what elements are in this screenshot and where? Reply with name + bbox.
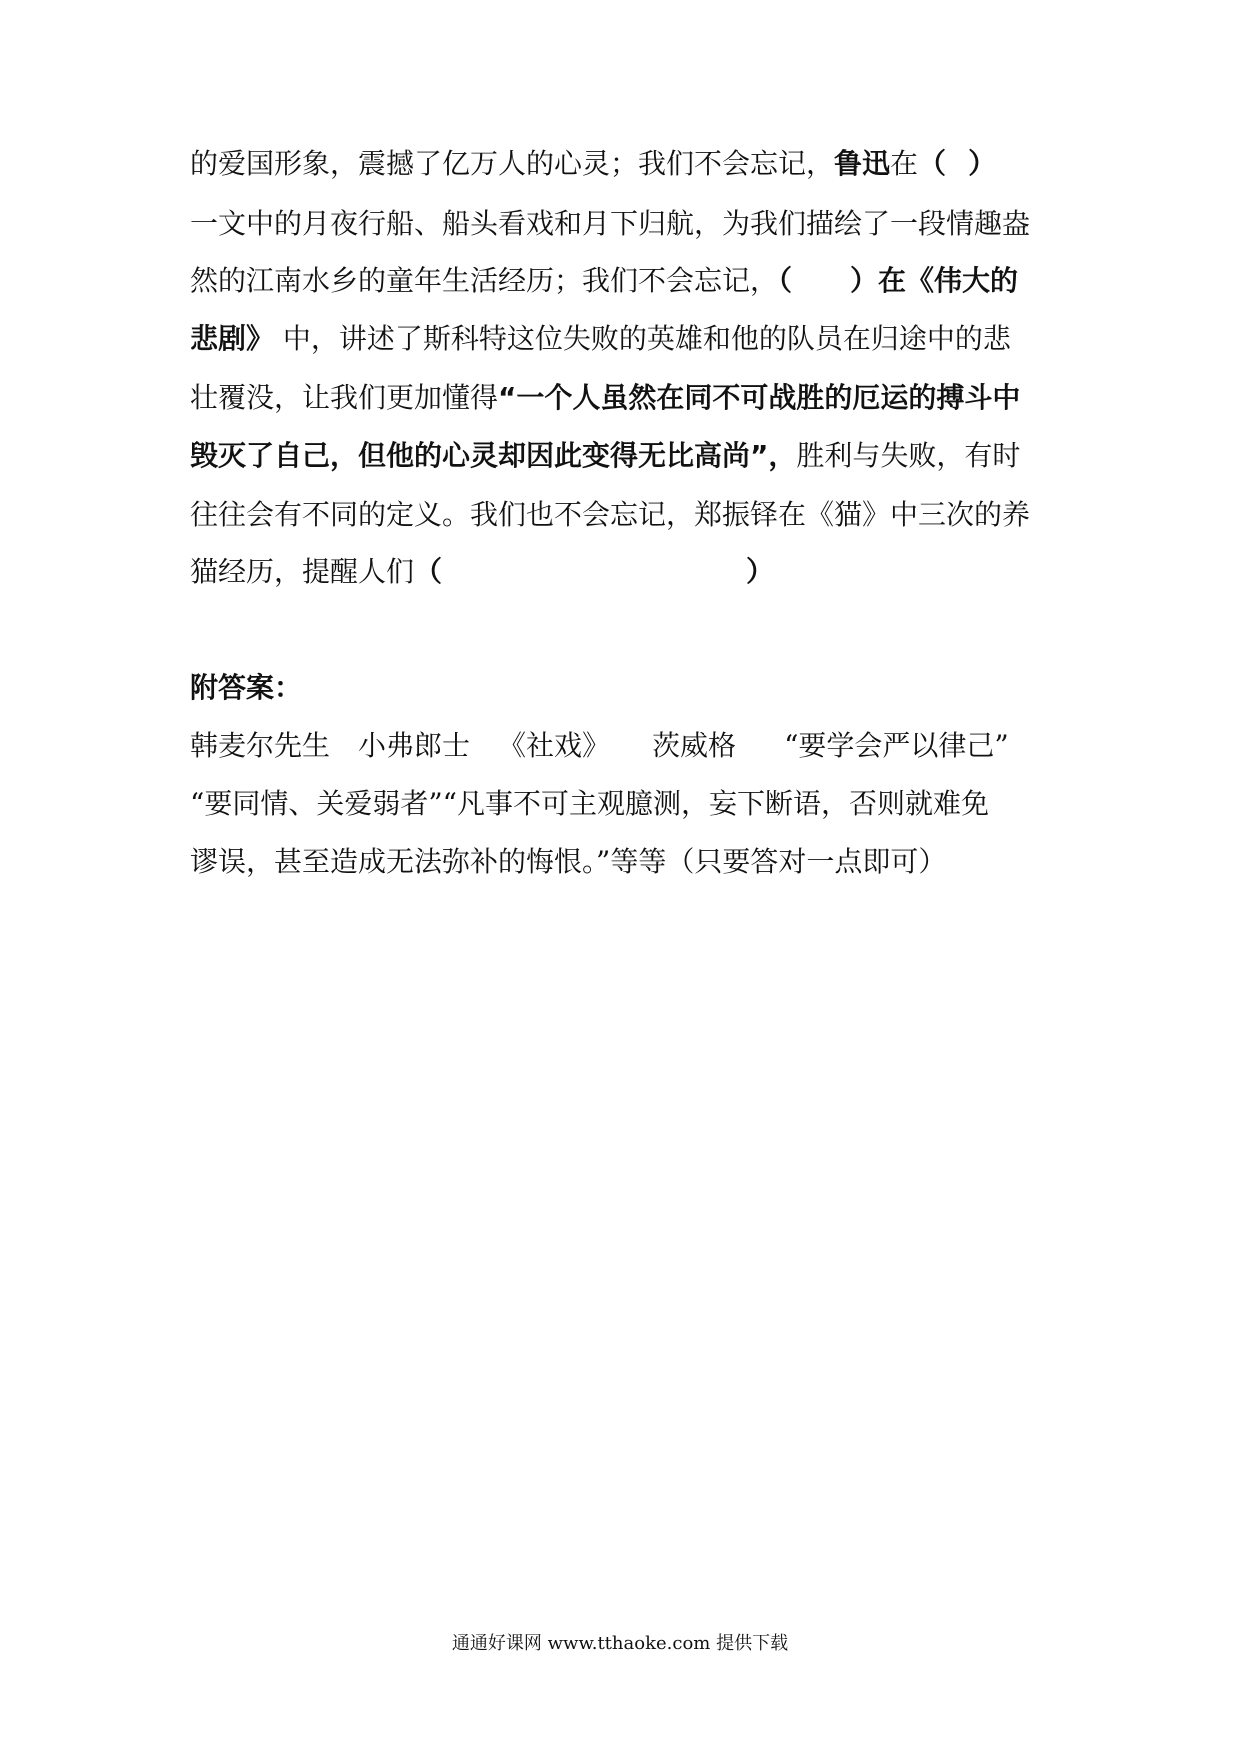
blank-close-paren: ） <box>746 555 775 588</box>
answer-heading: 附答案： <box>190 671 303 704</box>
answer-line-1 <box>190 724 1070 768</box>
answer-item: 韩麦尔先生 <box>190 729 331 762</box>
quote-bold: 毁灭了自己，但他的心灵却因此变得无比高尚”， <box>190 439 797 472</box>
body-line-3 <box>190 259 1070 303</box>
quote-bold: “一个人虽然在同不可战胜的厄运的搏斗中 <box>498 381 1021 414</box>
page-footer: 通通好课网 www.tthaoke.com 提供下载 <box>451 1633 789 1654</box>
blank-close-paren: ） <box>968 147 997 180</box>
body-line-5 <box>190 376 1070 420</box>
body-line-1 <box>190 142 1070 186</box>
author-name-luxun: 鲁迅 <box>834 147 891 180</box>
text-segment: 中，讲述了斯科特这位失败的英雄和他的队员在归途中的悲 <box>274 322 1011 355</box>
answer-item: 《社戏》 <box>498 729 611 762</box>
text-segment: 的爱国形象，震撼了亿万人的心灵；我们不会忘记， <box>190 147 835 180</box>
text-segment: 在 <box>890 147 919 180</box>
title-tragedy-end: 悲剧》 <box>190 322 275 355</box>
blank-open-paren: （ <box>414 555 443 588</box>
body-line-7 <box>190 493 1070 537</box>
text-segment: 猫经历，提醒人们 <box>190 555 415 588</box>
blank-open-paren: （ <box>778 264 793 297</box>
answer-item: “要学会严以律己” <box>784 729 1009 762</box>
answer-item: 茨威格 <box>652 729 737 762</box>
title-great-tragedy: ）在《伟大的 <box>850 264 1019 297</box>
blank-open-paren: （ <box>918 147 947 180</box>
body-line-8 <box>190 550 1070 594</box>
text-segment: 一文中的月夜行船、船头看戏和月下归航，为我们描绘了一段情趣盎 <box>190 207 1031 240</box>
text-segment: 往往会有不同的定义。我们也不会忘记，郑振铎在《猫》中三次的养 <box>190 498 1031 531</box>
answer-line-3 <box>190 840 1070 884</box>
body-line-6 <box>190 434 1070 478</box>
text-segment: 壮覆没，让我们更加懂得 <box>190 381 499 414</box>
text-segment: 谬误，甚至造成无法弥补的悔恨。”等等（只要答对一点即可） <box>190 845 947 878</box>
answer-item: 小弗郎士 <box>358 729 471 762</box>
text-segment: 胜利与失败，有时 <box>796 439 1021 472</box>
text-segment: “要同情、关爱弱者”“凡事不可主观臆测，妄下断语，否则就难免 <box>190 787 989 820</box>
text-segment: 然的江南水乡的童年生活经历；我们不会忘记， <box>190 264 779 297</box>
answer-line-2 <box>190 782 1070 826</box>
body-line-2 <box>190 202 1070 246</box>
body-line-4 <box>190 317 1070 361</box>
